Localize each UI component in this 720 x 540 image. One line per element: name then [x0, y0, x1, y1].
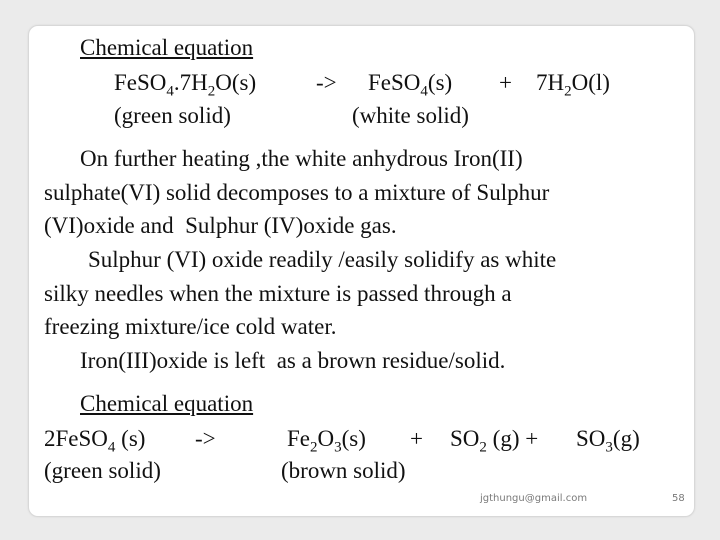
footer-email: jgthungu@gmail.com: [480, 493, 588, 504]
label-green-solid-1: (green solid): [114, 103, 231, 128]
label-white-solid: (white solid): [352, 103, 469, 128]
equation-2-product-3: $SO_3(g)$: [576, 426, 640, 456]
equation-2-product-2: $SO_2$ (g) +: [450, 426, 539, 456]
heading-chemical-equation-1: Chemical equation: [80, 35, 254, 60]
paragraph-3-line-1: Iron(III)oxide is left as a brown residue/solid.: [80, 348, 506, 373]
paragraph-1-line-2: sulphate(VI) solid decomposes to a mixture of Sulphur: [44, 180, 550, 205]
equation-2-plus: +: [410, 426, 423, 451]
equation-2-product-1: $Fe_2O_3(s)$: [287, 426, 366, 456]
page-number: 58: [672, 493, 685, 504]
heading-chemical-equation-2: Chemical equation: [80, 391, 254, 416]
equation-1-product-2: $7H_2O(l)$: [536, 70, 610, 100]
equation-1-left: $FeSO_4.7H_2O(s)$: [114, 70, 257, 100]
equation-1-product-1: FeSO$_4$(s): [368, 70, 453, 100]
paragraph-1-line-1: On further heating ,the white anhydrous Iron(II): [80, 146, 523, 171]
equation-2-reactant: 2FeSO$_4$ (s): [44, 426, 146, 456]
paragraph-1-line-3: (VI)oxide and Sulphur (IV)oxide gas.: [44, 213, 397, 238]
paragraph-2-line-3: freezing mixture/ice cold water.: [44, 314, 337, 339]
equation-1-plus: +: [499, 70, 512, 95]
equation-2-arrow: ->: [195, 426, 216, 451]
paragraph-2-line-1: Sulphur (VI) oxide readily /easily solidify as white: [88, 247, 557, 272]
equation-1-arrow: ->: [316, 70, 337, 95]
label-green-solid-2: (green solid): [44, 458, 161, 483]
paragraph-2-line-2: silky needles when the mixture is passed through a: [44, 281, 512, 306]
label-brown-solid: (brown solid): [281, 458, 406, 483]
